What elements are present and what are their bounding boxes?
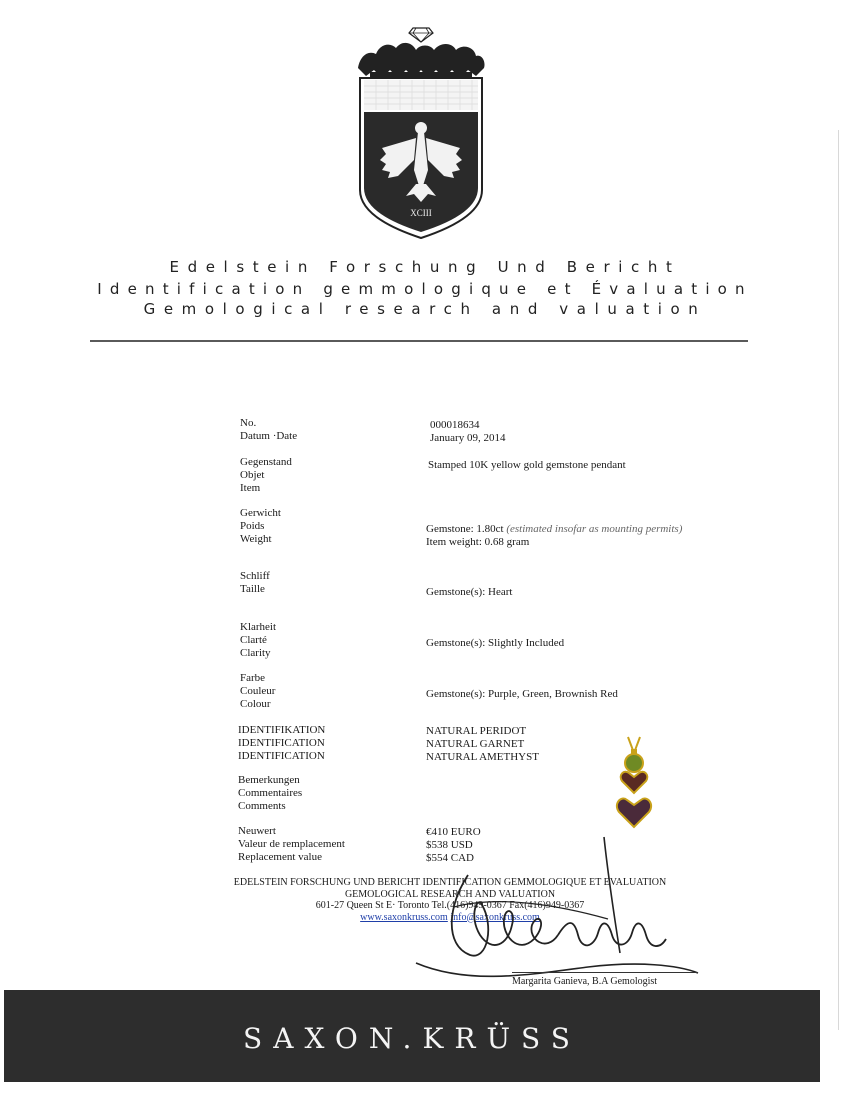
weight-label-fr: Poids xyxy=(240,520,265,532)
clarity-label-en: Clarity xyxy=(240,647,271,659)
clarity-label-fr: Clarté xyxy=(240,634,267,646)
identification-peridot: NATURAL PERIDOT xyxy=(426,725,527,737)
comments-label-fr: Commentaires xyxy=(238,787,303,799)
identification-garnet: NATURAL GARNET xyxy=(426,738,525,750)
item-label-de: Gegenstand xyxy=(240,456,292,468)
page-edge xyxy=(838,130,839,1030)
footer-line-2: GEMOLOGICAL RESEARCH AND VALUATION xyxy=(344,888,556,900)
colour-label-de: Farbe xyxy=(240,672,266,684)
item-value: Stamped 10K yellow gold gemstone pendant xyxy=(428,459,626,471)
header-line-english: Gemological research and valuation xyxy=(143,300,707,318)
pendant-image xyxy=(612,735,656,835)
item-label-en: Item xyxy=(240,482,261,494)
cut-label-de: Schliff xyxy=(240,570,270,582)
identification-amethyst: NATURAL AMETHYST xyxy=(426,751,539,763)
header-line-french: Identification gemmologique et Évaluation xyxy=(97,280,753,298)
weight-label-de: Gerwicht xyxy=(240,507,281,519)
weight-label-en: Weight xyxy=(240,533,272,545)
value-euro: €410 EURO xyxy=(426,826,481,838)
signature-line xyxy=(512,972,698,973)
crown-icon xyxy=(358,43,485,78)
item-weight-value: Item weight: 0.68 gram xyxy=(426,536,530,548)
cut-value: Gemstone(s): Heart xyxy=(426,586,513,598)
comments-label-en: Comments xyxy=(238,800,286,812)
weight-value xyxy=(426,523,682,536)
gemstone-weight: Gemstone: 1.80ct xyxy=(426,523,504,535)
colour-label-en: Colour xyxy=(240,698,271,710)
clarity-label-de: Klarheit xyxy=(240,621,277,633)
diamond-icon xyxy=(409,28,433,42)
comments-label-de: Bemerkungen xyxy=(238,774,300,786)
signature xyxy=(408,835,708,985)
date-label: Datum ·Date xyxy=(240,430,298,442)
number-label: No. xyxy=(240,417,257,429)
report-date: January 09, 2014 xyxy=(430,432,506,444)
header-line-german: Edelstein Forschung Und Bericht xyxy=(169,258,681,276)
item-label-fr: Objet xyxy=(240,469,265,481)
identification-label-en: IDENTIFICATION xyxy=(238,750,325,762)
clarity-value: Gemstone(s): Slightly Included xyxy=(426,637,565,649)
value-label-en: Replacement value xyxy=(238,851,322,863)
identification-label-fr: IDENTIFICATION xyxy=(238,737,325,749)
crest-caption: XCIII xyxy=(410,208,432,218)
cut-label-fr: Taille xyxy=(240,583,265,595)
value-usd: $538 USD xyxy=(426,839,473,851)
footer-line-1: EDELSTEIN FORSCHUNG UND BERICHT IDENTIFICATION GEMMOLOGIQUE ET EVALUATION xyxy=(233,877,667,888)
weight-note: (estimated insofar as mounting permits) xyxy=(506,523,683,535)
website-link[interactable]: www.saxonkruss.com xyxy=(360,911,448,923)
brand-name: SAXON.KRÜSS xyxy=(243,1022,581,1055)
signer-name: Margarita Ganieva, B.A Gemologist xyxy=(512,976,658,987)
colour-value: Gemstone(s): Purple, Green, Brownish Red xyxy=(426,688,618,700)
value-cad: $554 CAD xyxy=(426,852,474,864)
email-link[interactable]: info@saxonkruss.com xyxy=(450,911,540,923)
report-number: 000018634 xyxy=(430,419,480,431)
crest-logo xyxy=(356,20,486,242)
identification-label-de: IDENTIFIKATION xyxy=(238,724,326,736)
header-divider xyxy=(90,340,748,342)
value-label-de: Neuwert xyxy=(238,825,276,837)
footer-line-3: 601-27 Queen St E· Toronto Tel.(416)949-0367 Fax(416)949-0367 xyxy=(315,900,585,911)
colour-label-fr: Couleur xyxy=(240,685,276,697)
value-label-fr: Valeur de remplacement xyxy=(238,838,345,850)
